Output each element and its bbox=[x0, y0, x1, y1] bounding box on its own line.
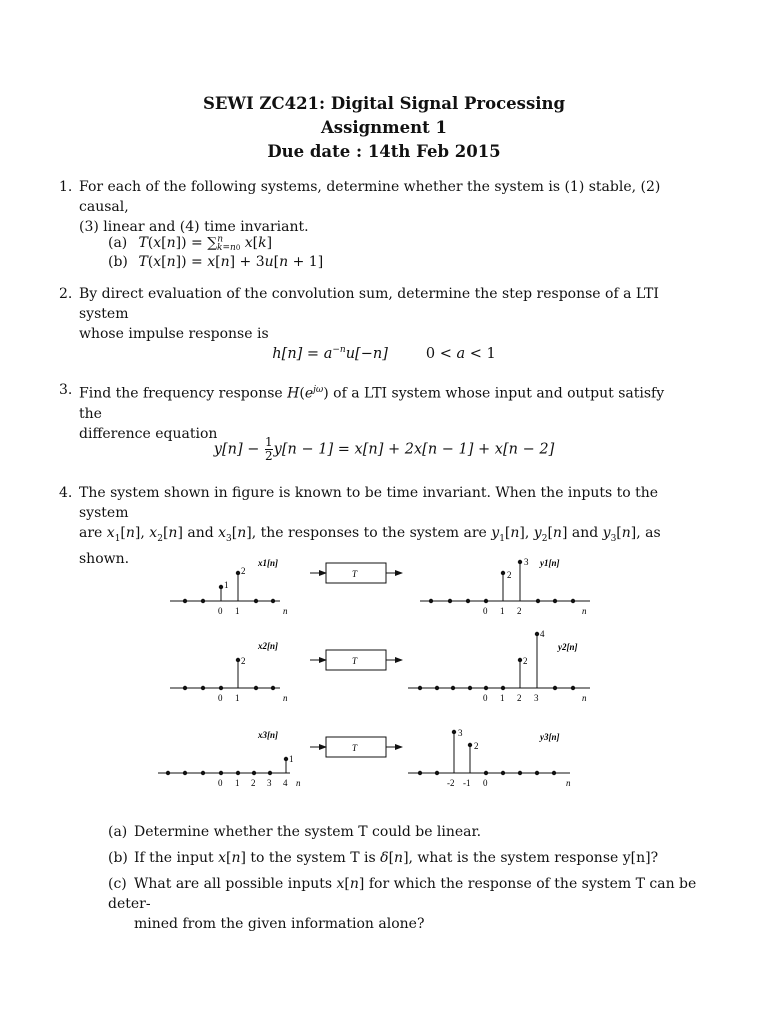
tick-label: 0 bbox=[218, 606, 223, 616]
tick-label: 3 bbox=[534, 693, 539, 703]
input-plot-x2 bbox=[170, 641, 288, 703]
question-2 bbox=[59, 284, 689, 344]
fraction: $\frac{1}{2}$ bbox=[265, 435, 273, 463]
axis-label: n bbox=[283, 693, 288, 703]
value-label: 3 bbox=[524, 557, 529, 567]
question-text: (3) linear and (4) time invariant. bbox=[79, 219, 309, 235]
input-plot-x3 bbox=[158, 730, 301, 788]
tick-label: 4 bbox=[283, 778, 288, 788]
tick-label: 1 bbox=[235, 606, 240, 616]
q1-b-expression: T(x[n]) = x[n] + 3u[n + 1] bbox=[138, 254, 324, 270]
tick-label: 1 bbox=[235, 693, 240, 703]
part-text: mined from the given information alone? bbox=[134, 916, 425, 932]
axis-label: n bbox=[582, 693, 587, 703]
signal-title: y1[n] bbox=[540, 558, 560, 568]
part-text: What are all possible inputs x[n] for which the response of the system T can be deter- bbox=[108, 876, 697, 912]
system-block-1 bbox=[310, 563, 402, 583]
question-text: Find the frequency response $H(e^{j\omega})$ of a LTI system whose input and output satisfy the bbox=[79, 385, 665, 422]
course-title: SEWI ZC421: Digital Signal Processing bbox=[202, 94, 566, 113]
part-label: (b) bbox=[108, 254, 128, 270]
question-text: For each of the following systems, determine whether the system is (1) stable, (2) causal, bbox=[79, 179, 661, 215]
question-text: whose impulse response is bbox=[79, 326, 269, 342]
question-text: difference equation bbox=[79, 425, 218, 442]
output-plot-y3 bbox=[408, 728, 571, 788]
system-figure bbox=[150, 548, 600, 794]
tick-label: 1 bbox=[500, 606, 505, 616]
value-label: 1 bbox=[289, 754, 294, 764]
tick-label: 0 bbox=[483, 693, 488, 703]
q1-part-b bbox=[108, 252, 323, 272]
question-number: 1. bbox=[59, 179, 73, 195]
system-label: T bbox=[352, 656, 358, 666]
tick-label: 3 bbox=[267, 778, 272, 788]
value-label: 2 bbox=[241, 656, 246, 666]
part-text: Determine whether the system T could be linear. bbox=[134, 824, 482, 840]
input-plot-x1 bbox=[170, 558, 288, 616]
question-number: 2. bbox=[59, 286, 73, 302]
axis-label: n bbox=[296, 778, 301, 788]
value-label: 3 bbox=[458, 728, 463, 738]
tick-label: 1 bbox=[500, 693, 505, 703]
tick-label: 2 bbox=[251, 778, 256, 788]
value-label: 4 bbox=[540, 629, 545, 639]
question-number: 3. bbox=[59, 382, 73, 398]
q4-part-b bbox=[108, 848, 698, 868]
value-label: 2 bbox=[507, 570, 512, 580]
part-label: (a) bbox=[108, 824, 128, 840]
due-date: Due date : 14th Feb 2015 bbox=[267, 142, 501, 161]
question-number: 4. bbox=[59, 485, 73, 501]
signal-title: y3[n] bbox=[540, 732, 560, 742]
tick-label: 0 bbox=[218, 693, 223, 703]
q4-part-a bbox=[108, 822, 698, 842]
tick-label: 1 bbox=[235, 778, 240, 788]
value-label: 2 bbox=[241, 566, 246, 576]
tick-label: -2 bbox=[447, 778, 455, 788]
tick-label: 0 bbox=[483, 778, 488, 788]
system-block-2 bbox=[310, 650, 402, 670]
axis-label: n bbox=[283, 606, 288, 616]
part-label: (c) bbox=[108, 876, 127, 892]
tick-label: 2 bbox=[517, 693, 522, 703]
output-plot-y2 bbox=[408, 629, 590, 703]
value-label: 2 bbox=[523, 656, 528, 666]
question-text: By direct evaluation of the convolution sum, determine the step response of a LTI system bbox=[79, 286, 659, 322]
signal-title: x3[n] bbox=[258, 730, 278, 740]
question-3 bbox=[59, 380, 689, 444]
part-text: If the input x[n] to the system T is δ[n], what is the system response y[n]? bbox=[134, 850, 659, 866]
question-1 bbox=[59, 177, 689, 237]
system-label: T bbox=[352, 569, 358, 579]
question-text: The system shown in figure is known to be time invariant. When the inputs to the system bbox=[79, 485, 659, 521]
part-label: (b) bbox=[108, 850, 128, 866]
system-block-3 bbox=[310, 737, 402, 757]
signal-title: y2[n] bbox=[558, 642, 578, 652]
tick-label: 0 bbox=[218, 778, 223, 788]
q1-a-expression: T(x[n]) = ∑$^n_{k=n0}$ x[k] bbox=[138, 234, 273, 254]
output-plot-y1 bbox=[420, 557, 590, 616]
axis-label: n bbox=[566, 778, 571, 788]
q4-part-c bbox=[108, 874, 698, 934]
q2-equation: $h[n] = a^{-n}u[-n] 0 < a < 1$ bbox=[272, 345, 496, 362]
assignment-title: Assignment 1 bbox=[321, 118, 447, 137]
signal-title: x2[n] bbox=[258, 641, 278, 651]
part-label: (a) bbox=[108, 234, 128, 251]
tick-label: 0 bbox=[483, 606, 488, 616]
value-label: 1 bbox=[224, 580, 229, 590]
question-text: are $x_1[n]$, $x_2[n]$ and $x_3[n]$, the responses to the system are $y_1[n]$, $y_2[n]$ and $y_3[n]$, as shown. bbox=[79, 525, 661, 567]
value-label: 2 bbox=[474, 741, 479, 751]
q3-equation: y[n] − $\frac{1}{2}$ y[n − 1] = x[n] + 2x[n − 1] + x[n − 2] bbox=[213, 435, 555, 463]
system-label: T bbox=[352, 743, 358, 753]
tick-label: 2 bbox=[517, 606, 522, 616]
tick-label: -1 bbox=[463, 778, 471, 788]
signal-title: x1[n] bbox=[258, 558, 278, 568]
axis-label: n bbox=[582, 606, 587, 616]
